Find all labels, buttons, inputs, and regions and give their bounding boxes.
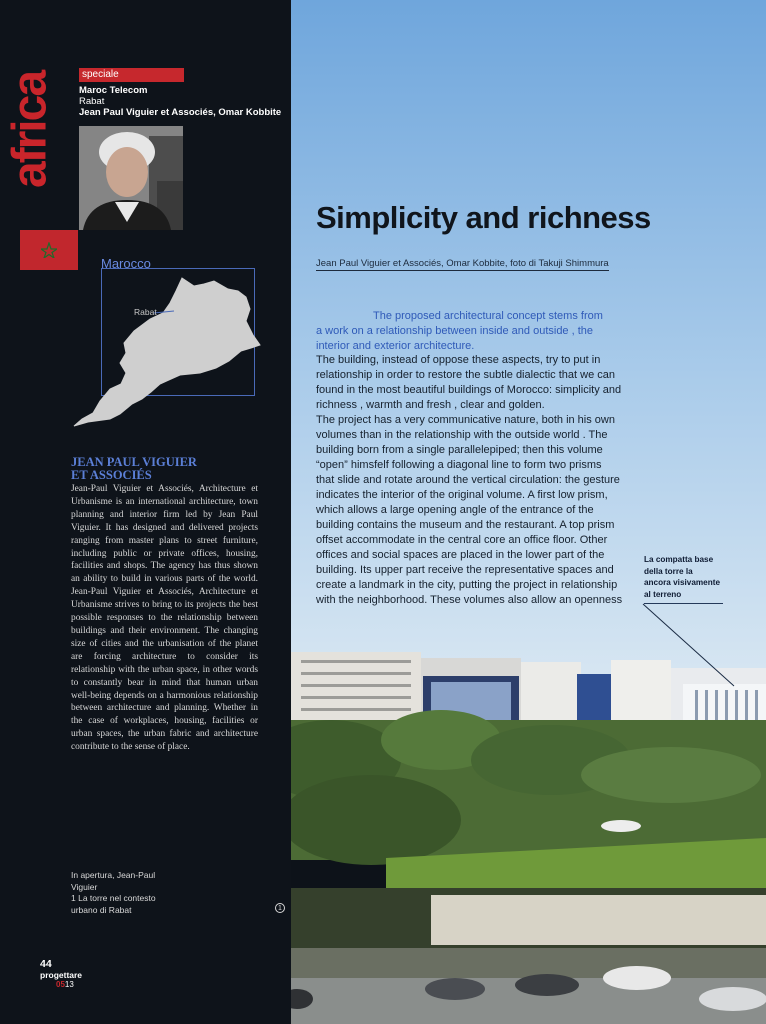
caption-rule	[644, 603, 723, 604]
caption-line: 1 La torre nel contesto	[71, 893, 156, 903]
lead-line: a work on a relationship between inside and outside , the	[316, 325, 594, 337]
body-line: that slide and rotate around the vertical circulation: the gesture	[316, 474, 620, 486]
body-line: relationship in order to restore the subtle dialectic that we can	[316, 369, 615, 381]
side-caption-line: La compatta base	[644, 555, 714, 564]
caption-number-badge: 1	[275, 903, 285, 913]
issue-number	[56, 980, 74, 989]
issue-number-b: 13	[64, 980, 74, 989]
body-line: offset accommodate in the central core an office floor. Other	[316, 534, 608, 546]
body-line: The project has a very communicative nature, both in his own	[316, 414, 615, 426]
map-city-label: Rabat	[134, 307, 157, 317]
side-caption-line: della torre la	[644, 566, 693, 576]
project-city: Rabat	[79, 96, 105, 107]
morocco-map-icon	[70, 275, 265, 430]
article-body	[316, 353, 624, 608]
photo-caption	[71, 870, 191, 916]
article-headline: Simplicity and richness	[316, 200, 651, 235]
side-caption-line: al terreno	[644, 589, 682, 599]
section-tag: speciale	[79, 68, 184, 82]
body-line: building. Its upper part receive the representative spaces and	[316, 564, 614, 576]
body-line: indicates the interior of the original volume. A first low prism,	[316, 489, 608, 501]
body-line: volumes than in the relationship with the outside world . The	[316, 429, 608, 441]
project-architects: Jean Paul Viguier et Associés, Omar Kobbite	[79, 107, 282, 118]
side-caption-line: ancora visivamente	[644, 578, 721, 587]
morocco-flag-icon	[20, 230, 78, 270]
bio-text: Jean-Paul Viguier et Associés, Architecture et Urbanisme is an international architecture, town planning and interior firm led by Jean Paul Viguier. It has designed and delivered projects ranging from master plans to street furniture, including public or private offices, housing, facilities and shops. The agency has thus shown an ability to build in various parts of the world. Jean-Paul Viguier et Associés, Architecture et Urbanisme strives to bring to its projects the best possible responses to the relationship between buildings and their environment. The changing size of cities and the urbanisation of the planet are forcing architecture to consider its relationship with the urban space, in other words to constantly bear in mind that human urban well-being depends on a harmonious relationship between architecture and planning. Whether in the case of workplaces, housing, facilities or urban spaces, the urban fabric and architecture contribute to the sense of place.	[71, 484, 258, 753]
lead-line: The proposed architectural concept stems from	[373, 310, 603, 322]
body-line: The building, instead of oppose these aspects, try to put in	[316, 354, 601, 366]
body-line: create a landmark in the city, putting the project in relationship	[316, 579, 618, 591]
caption-line: urbano di Rabat	[71, 904, 132, 915]
caption-line: Viguier	[71, 881, 98, 892]
article-byline: Jean Paul Viguier et Associés, Omar Kobbite, foto di Takuji Shimmura	[316, 258, 609, 269]
bio-title-line-2: ET ASSOCIÉS	[71, 468, 152, 482]
body-line: found in the most beautiful buildings of Morocco: simplicity and	[316, 384, 622, 396]
lead-line: interior and exterior architecture.	[316, 340, 475, 352]
project-name: Maroc Telecom	[79, 85, 148, 96]
body-line: which allows a large opening angle of the entrance of the	[316, 504, 594, 516]
body-line: “open” himsfelf following a diagonal line to form two prisms	[316, 459, 602, 471]
body-line: offices and social spaces are placed in the lower part of the	[316, 549, 605, 561]
bio-title: JEAN PAUL VIGUIER	[71, 455, 197, 469]
map-title: Marocco	[101, 256, 151, 271]
photo-side-caption	[644, 554, 726, 600]
sidebar	[0, 0, 291, 1024]
page-number: 44	[40, 958, 52, 970]
issue-number-a: 05	[56, 980, 65, 989]
magazine-name: progettare	[40, 970, 83, 980]
section-title-vertical: africa	[3, 71, 57, 189]
caption-line: In apertura, Jean-Paul	[71, 870, 156, 880]
body-line: richness , warmth and fresh , clear and golden.	[316, 399, 545, 411]
body-line: building contains the museum and the restaurant. A top prism	[316, 519, 615, 531]
architect-portrait	[79, 126, 183, 230]
body-line: with the neighborhood. These volumes also allow an openness	[316, 594, 623, 606]
article-lead	[316, 309, 621, 354]
body-line: building born from a single parallelepiped; then this volume	[316, 444, 603, 456]
